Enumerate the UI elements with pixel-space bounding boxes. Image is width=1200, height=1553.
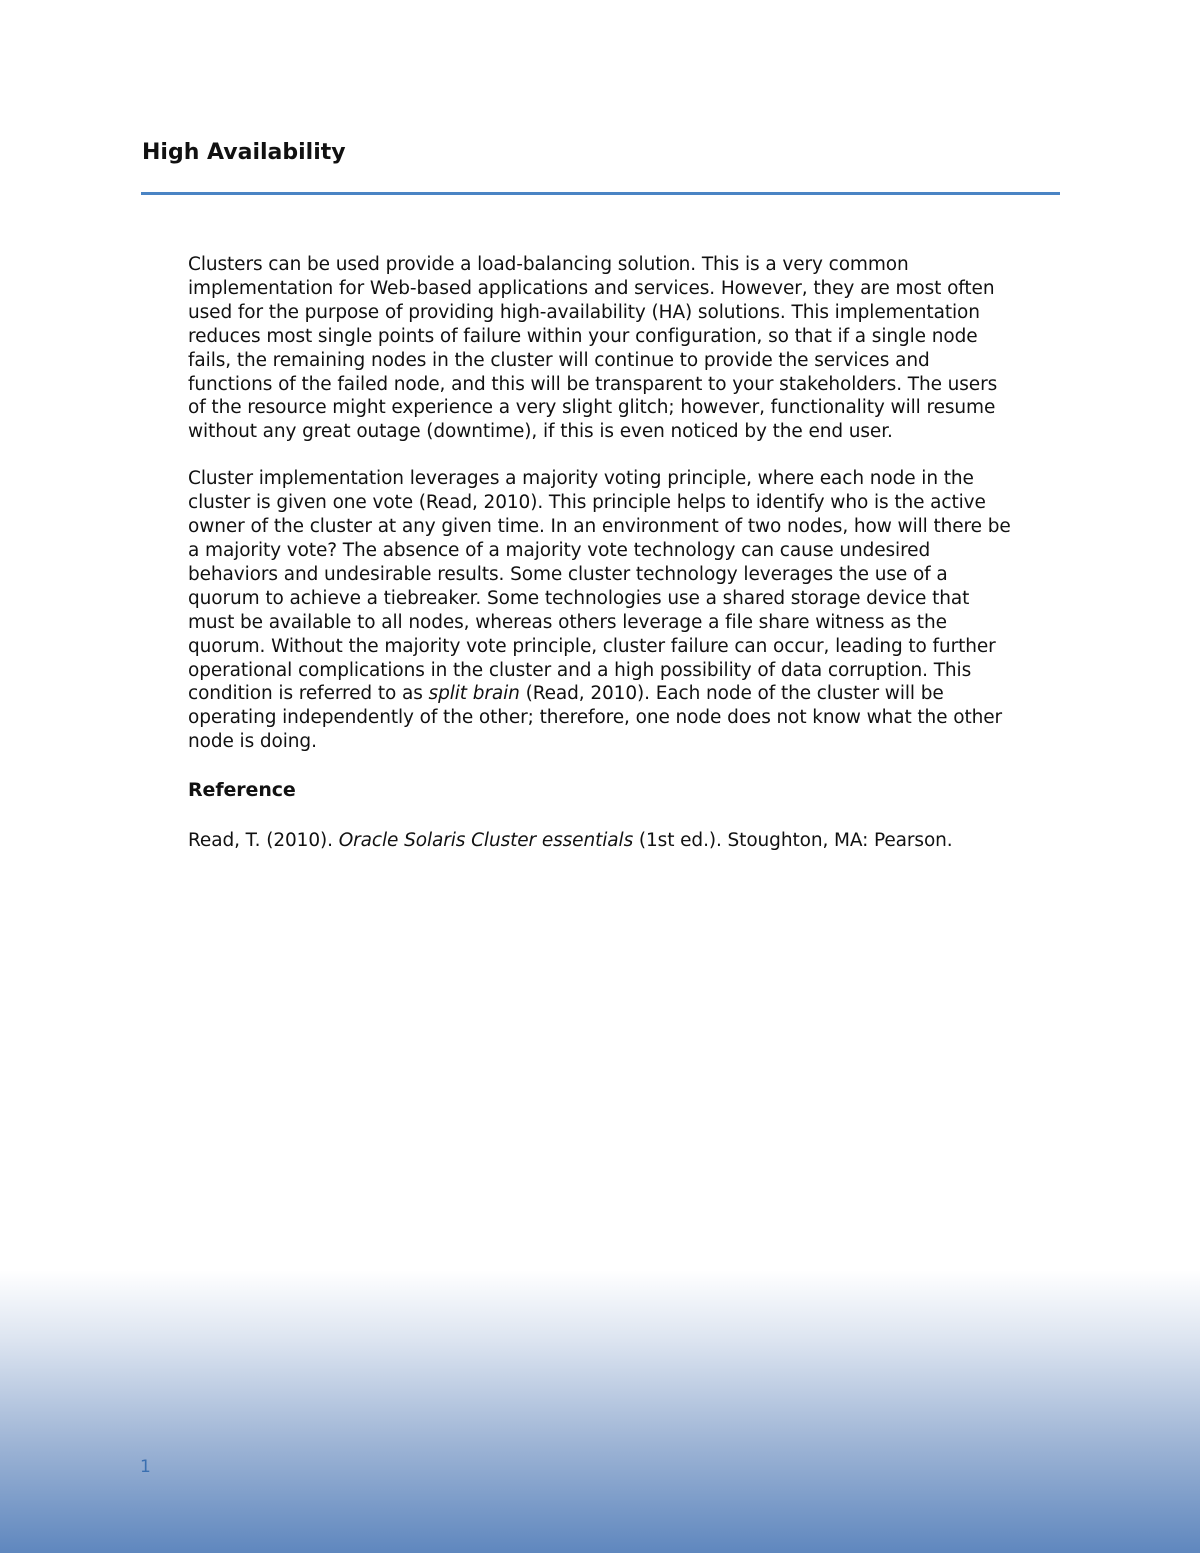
footer-gradient-band: [0, 1270, 1200, 1553]
reference-heading: Reference: [188, 779, 296, 802]
reference-book-title: Oracle Solaris Cluster essentials: [338, 830, 634, 852]
reference-entry: [188, 829, 1018, 853]
reference-publisher: (1st ed.). Stoughton, MA: Pearson.: [633, 830, 953, 852]
page-title: High Availability: [142, 140, 346, 165]
paragraph-text: Cluster implementation leverages a majority voting principle, where each node in the cluster is given one vote (Read, 2010). This principle helps to identify who is the active owner of the cluster at any given time. In an environment of two nodes, how will there be a majority vote? The absence of a majority vote technology can cause undesired behaviors and undesirable results. Some cluster technology leverages the use of a quorum to achieve a tiebreaker. Some technologies use a shared storage device that must be available to all nodes, whereas others leverage a file share witness as the quorum. Without the majority vote principle, cluster failure can occur, leading to further operational complications in the cluster and a high possibility of data corruption. This condition is referred to as: [188, 468, 1011, 705]
italic-term: split brain: [428, 683, 520, 705]
paragraph-text: (Read, 2010). Each node of the cluster will be operating independently of the other; therefore, one node does not know what the other node is doing.: [188, 683, 1003, 753]
page-number: 1: [140, 1457, 151, 1477]
paragraph-intro: Clusters can be used provide a load-balancing solution. This is a very common implementation for Web-based applications and services. However, they are most often used for the purpose of providing high-availability (HA) solutions. This implementation reduces most single points of failure within your configuration, so that if a single node fails, the remaining nodes in the cluster will continue to provide the services and functions of the failed node, and this will be transparent to your stakeholders. The users of the resource might experience a very slight glitch; however, functionality will resume without any great outage (downtime), if this is even noticed by the end user.: [188, 254, 998, 443]
document-body: [188, 253, 1018, 853]
paragraph-majority-voting: [188, 467, 1018, 754]
title-divider: [141, 192, 1060, 195]
reference-author: Read, T. (2010).: [188, 830, 339, 852]
